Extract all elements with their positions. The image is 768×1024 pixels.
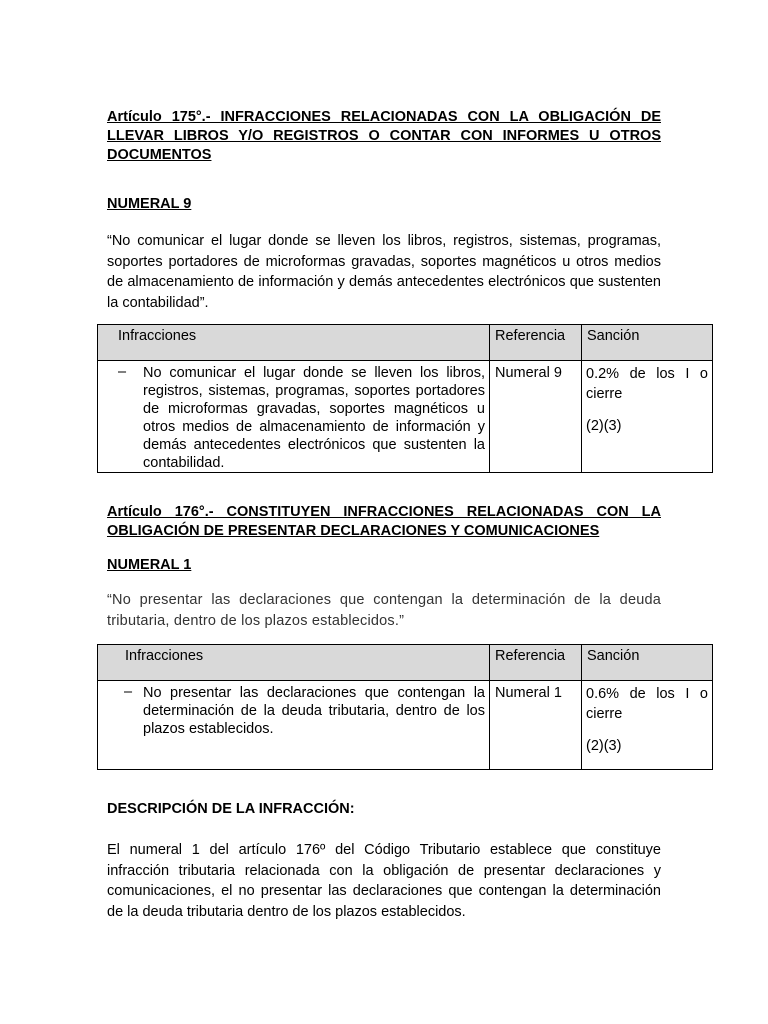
dash-bullet: – — [124, 684, 133, 700]
table-row — [98, 681, 713, 770]
sanction-text: 0.2% de los I o cierre — [586, 366, 708, 402]
article-176-table — [97, 644, 713, 770]
sanction-codes: (2)(3) — [586, 418, 622, 434]
sanction-codes: (2)(3) — [586, 738, 622, 754]
table-row — [98, 361, 713, 473]
table-header-row — [98, 325, 713, 361]
article-175-table — [97, 324, 713, 473]
article-175-numeral: NUMERAL 9 — [107, 196, 192, 212]
article-176-numeral: NUMERAL 1 — [107, 557, 192, 573]
article-176-quote: “No presentar las declaraciones que contengan la determinación de la deuda tributaria, dentro de los plazos establecidos.” — [107, 592, 661, 629]
header-referencia: Referencia — [490, 325, 582, 361]
dash-bullet: – — [118, 364, 127, 380]
header-infracciones: Infracciones — [98, 325, 490, 361]
sanction-cell — [582, 361, 713, 473]
description-title: DESCRIPCIÓN DE LA INFRACCIÓN: — [107, 801, 355, 817]
header-infracciones: Infracciones — [98, 645, 490, 681]
article-175-heading-line1: Artículo 175°.- INFRACCIONES RELACIONADAS CON LA OBLIGACIÓN DE — [107, 109, 661, 125]
infraction-cell — [98, 361, 490, 473]
header-sancion: Sanción — [582, 645, 713, 681]
infraction-cell — [98, 681, 490, 770]
article-176-heading-line1: Artículo 176°.- CONSTITUYEN INFRACCIONES RELACIONADAS CON LA — [107, 504, 661, 520]
infraction-text: No comunicar el lugar donde se lleven los libros, registros, sistemas, programas, soportes portadores de microformas gravadas, soportes magnéticos u otros medios de almacenamiento de información y demás antecedentes electrónicos que sustenten la contabilidad. — [143, 365, 485, 471]
table-header-row — [98, 645, 713, 681]
article-176-heading — [107, 503, 661, 541]
reference-cell: Numeral 9 — [490, 361, 582, 473]
description-body: El numeral 1 del artículo 176º del Código Tributario establece que constituye infracción tributaria relacionada con la obligación de presentar declaraciones y comunicaciones, el no presentar las declaraciones que contengan la determinación de la deuda tributaria dentro de los plazos establecidos. — [107, 842, 661, 920]
article-176-heading-line2: OBLIGACIÓN DE PRESENTAR DECLARACIONES Y COMUNICACIONES — [107, 523, 600, 539]
header-sancion: Sanción — [582, 325, 713, 361]
reference-cell: Numeral 1 — [490, 681, 582, 770]
sanction-text: 0.6% de los I o cierre — [586, 686, 708, 722]
article-175-heading — [107, 108, 661, 165]
article-175-quote: “No comunicar el lugar donde se lleven los libros, registros, sistemas, programas, soportes portadores de microformas gravadas, soportes magnéticos u otros medios de almacenamiento de información y demás antecedentes electrónicos que sustenten la contabilidad”. — [107, 233, 661, 311]
article-175-heading-line3: DOCUMENTOS — [107, 147, 212, 163]
infraction-text: No presentar las declaraciones que contengan la determinación de la deuda tributaria, dentro de los plazos establecidos. — [143, 685, 485, 737]
article-175-heading-line2: LLEVAR LIBROS Y/O REGISTROS O CONTAR CON INFORMES U OTROS — [107, 128, 661, 144]
header-referencia: Referencia — [490, 645, 582, 681]
sanction-cell — [582, 681, 713, 770]
